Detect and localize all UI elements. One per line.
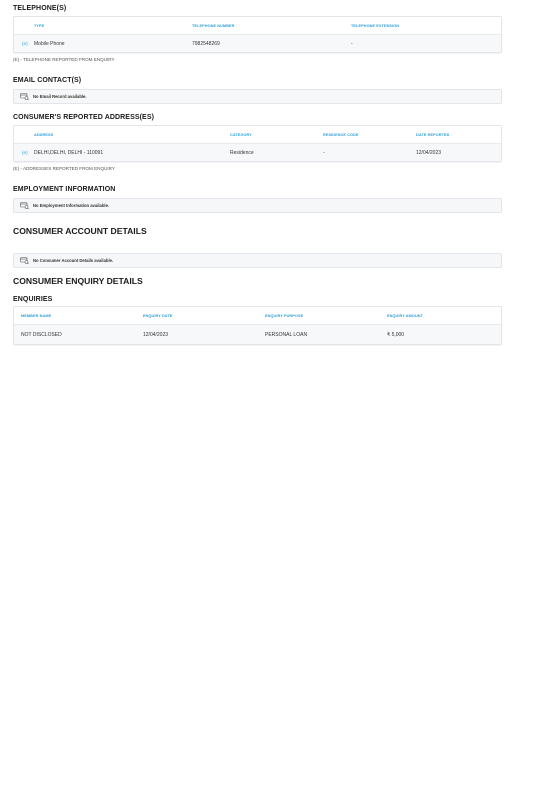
- table-row: [14, 144, 501, 161]
- accounts-section: [13, 226, 502, 268]
- enquiry-purpose-value: PERSONAL LOAN: [265, 331, 308, 338]
- column-header-address: ADDRESS: [34, 132, 54, 137]
- table-row: [14, 325, 501, 344]
- employment-empty-state: [13, 198, 502, 213]
- accounts-empty-text: No Consumer Account Details available.: [33, 258, 114, 263]
- enquiries-table: [13, 306, 502, 345]
- column-header-enquiry-purpose: ENQUIRY PURPOSE: [265, 313, 304, 318]
- credit-card-search-icon: [20, 93, 29, 100]
- column-header-member-name: MEMBER NAME: [21, 313, 52, 318]
- section-title-telephones: TELEPHONE(S): [13, 5, 67, 12]
- email-empty-state: [13, 89, 502, 104]
- column-header-telephone-extension: TELEPHONE EXTENSION: [351, 23, 400, 28]
- column-header-type: TYPE: [34, 23, 45, 28]
- addresses-table: [13, 125, 502, 162]
- table-header: [14, 126, 501, 144]
- section-title-accounts: CONSUMER ACCOUNT DETAILS: [13, 226, 147, 236]
- column-header-telephone-number: TELEPHONE NUMBER: [192, 23, 235, 28]
- section-title-employment: EMPLOYMENT INFORMATION: [13, 186, 116, 193]
- section-title-addresses: CONSUMER'S REPORTED ADDRESS(ES): [13, 114, 155, 121]
- credit-card-search-icon: [20, 202, 29, 209]
- employment-section: [13, 186, 502, 213]
- table-header: [14, 17, 501, 35]
- email-empty-text: No Email Record available.: [33, 94, 87, 99]
- residence-code-value: -: [323, 149, 325, 156]
- addresses-section: [13, 114, 502, 171]
- section-title-enquiry-details: CONSUMER ENQUIRY DETAILS: [13, 276, 143, 286]
- member-name-value: NOT DISCLOSED: [21, 331, 62, 338]
- phone-extension: -: [351, 40, 353, 47]
- employment-empty-text: No Employment Information available.: [33, 203, 110, 208]
- category-value: Residence: [230, 149, 254, 156]
- email-section: [13, 77, 502, 104]
- enquiry-details-section: [13, 276, 502, 345]
- column-header-category: CATEGORY: [230, 132, 252, 137]
- table-header: [14, 307, 501, 325]
- telephones-note: (E) - TELEPHONE REPORTED FROM ENQUIRY: [13, 57, 115, 62]
- credit-card-search-icon: [20, 257, 29, 264]
- address-value: DELHI,DELHI, DELHI - 110091: [34, 149, 104, 156]
- column-header-enquiry-date: ENQUIRY DATE: [143, 313, 173, 318]
- enquiry-tag: (e): [22, 150, 28, 155]
- column-header-residence-code: RESIDENCE CODE: [323, 132, 359, 137]
- section-subtitle-enquiries: ENQUIRIES: [13, 296, 53, 303]
- enquiry-date-value: 12/04/2023: [143, 331, 169, 338]
- accounts-empty-state: [13, 253, 502, 268]
- date-reported-value: 12/04/2023: [416, 149, 442, 156]
- telephones-section: [13, 5, 502, 62]
- section-title-email: EMAIL CONTACT(S): [13, 77, 82, 84]
- table-row: [14, 35, 501, 52]
- addresses-note: (E) - ADDRESSES REPORTED FROM ENQUIRY: [13, 166, 115, 171]
- column-header-enquiry-amount: ENQUIRY AMOUNT: [387, 313, 424, 318]
- enquiry-amount-value: ₹ 5,000: [387, 331, 405, 338]
- column-header-date-reported: DATE REPORTED: [416, 132, 450, 137]
- enquiry-tag: (e): [22, 41, 28, 46]
- phone-number: 7982548269: [192, 40, 220, 47]
- telephones-table: [13, 16, 502, 53]
- phone-type: Mobile Phone: [34, 40, 65, 47]
